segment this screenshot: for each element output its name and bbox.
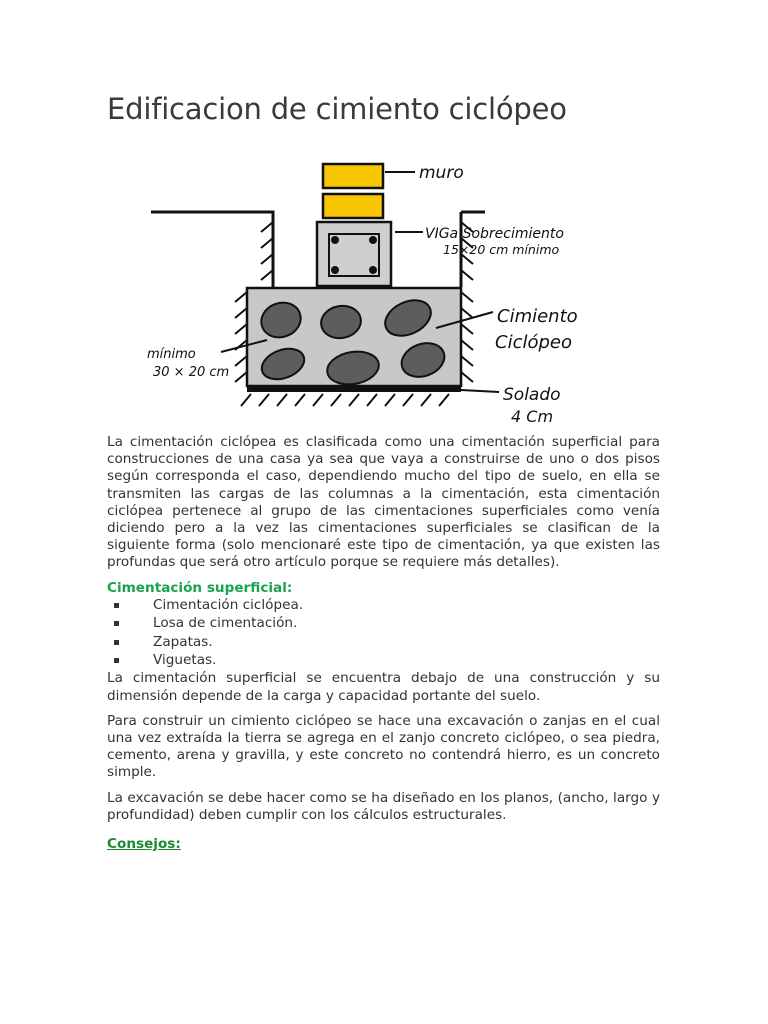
paragraph-superficial: La cimentación superficial se encuentra debajo de una construcción y su dimensión depende de la carga y capacidad portante del suelo. — [107, 670, 660, 704]
paragraph-excavation: La excavación se debe hacer como se ha diseñado en los planos, (ancho, largo y profundidad) deben cumplir con los cálculos estructurales. — [107, 789, 660, 823]
list-item — [107, 597, 660, 615]
list-item-label: Cimentación ciclópea. — [153, 596, 304, 613]
article-body — [107, 434, 660, 853]
list-item — [107, 634, 660, 652]
list-item-label: Losa de cimentación. — [153, 615, 298, 632]
label-minimo-1: mínimo — [147, 347, 196, 362]
soil-hatch-bottom — [241, 394, 449, 406]
trench-left-wall — [151, 212, 273, 287]
solado-layer — [247, 386, 461, 392]
label-viga-1: VIGa Sobrecimiento — [425, 226, 564, 242]
solado-arrow — [461, 390, 499, 392]
label-muro: muro — [419, 163, 464, 183]
bullet-icon — [114, 603, 119, 608]
list-item-label: Zapatas. — [153, 633, 213, 650]
list-item — [107, 652, 660, 670]
foundation-types-list — [107, 597, 660, 671]
label-viga-2: 15×20 cm mínimo — [443, 242, 560, 257]
bullet-icon — [114, 640, 119, 645]
muro-block-bottom — [323, 194, 383, 218]
list-item-label: Viguetas. — [153, 652, 217, 668]
paragraph-intro: La cimentación ciclópea es clasificada como una cimentación superficial para construcciones de una casa ya sea que vaya a construirse de uno o dos pisos según corresponda el caso, dependiendo mucho del tipo de suelo, en ella se transmiten las cargas de las columnas a la cimentación, esta cimentación ciclópea pertenece al grupo de las cimentaciones superficiales como venía diciendo pero a la vez las cimentaciones superficiales se clasifican de la siguiente forma (solo mencionaré este tipo de cimentación, ya que existen las profundas que será otro artículo porque se requiere más detalles). — [107, 434, 660, 571]
section-title-superficial: Cimentación superficial: — [107, 579, 293, 596]
list-item — [107, 615, 660, 633]
muro-block-top — [323, 164, 383, 188]
bullet-icon — [114, 658, 119, 663]
label-solado-2: 4 Cm — [511, 407, 554, 426]
label-solado-1: Solado — [503, 385, 561, 405]
cyclopean-foundation-diagram — [133, 152, 603, 432]
page-title: Edificacion de cimiento ciclópeo — [107, 92, 567, 126]
label-minimo-2: 30 × 20 cm — [153, 365, 230, 380]
paragraph-construction: Para construir un cimiento ciclópeo se hace una excavación o zanjas en el cual una vez extraída la tierra se agrega en el zanjo concreto ciclópeo, o sea piedra, cemento, arena y gravilla, y este concreto no contendrá hierro, es un concreto simple. — [107, 712, 660, 781]
bullet-icon — [114, 621, 119, 626]
section-title-consejos: Consejos: — [107, 836, 181, 853]
label-cimiento-2: Ciclópeo — [495, 332, 572, 353]
label-cimiento-1: Cimiento — [497, 306, 578, 327]
